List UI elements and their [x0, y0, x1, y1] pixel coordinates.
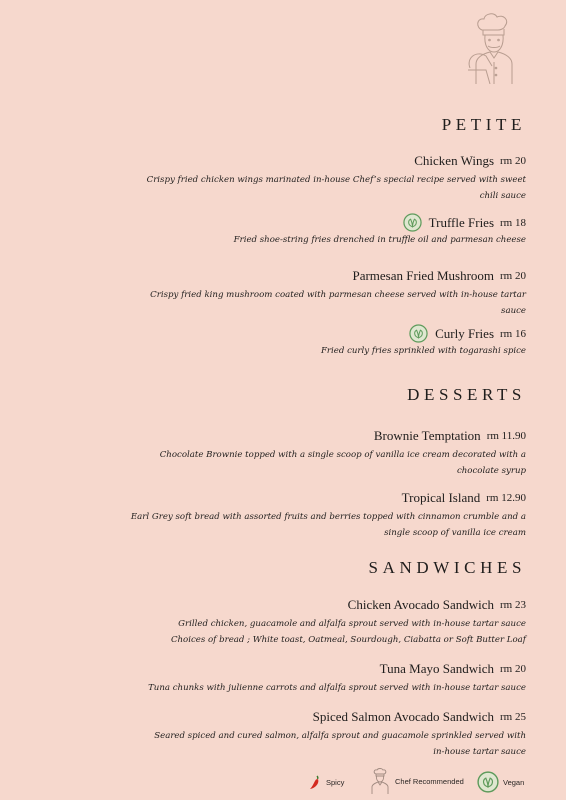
description-line: in-house tartar sauce — [433, 746, 526, 757]
section-title-sandwiches: SANDWICHES — [368, 558, 526, 577]
menu-item-chicken-wings — [106, 153, 526, 204]
description-line: Fried curly fries sprinkled with togarashi spice — [320, 346, 526, 356]
item-price: rm 18 — [500, 216, 526, 229]
section-title-petite: PETITE — [441, 115, 526, 134]
description-line: Tuna chunks with julienne carrots and alfalfa sprout served with in-house tartar sauce — [148, 683, 526, 693]
item-name: Tropical Island — [401, 490, 481, 505]
item-price: rm 20 — [500, 155, 526, 167]
description-line: Crispy fried king mushroom coated with parmesan cheese served with in-house tartar — [150, 290, 526, 300]
description-line: Crispy fried chicken wings marinated in-house Chef’s special recipe served with sweet — [146, 175, 526, 185]
section-title-desserts: DESSERTS — [407, 385, 526, 404]
leaf-icon — [409, 324, 428, 343]
menu-item-curly-fries — [106, 324, 526, 360]
description-line: chocolate syrup — [456, 465, 526, 476]
item-name: Tuna Mayo Sandwich — [379, 661, 495, 676]
menu-item-brownie-temptation — [106, 428, 526, 479]
leaf-icon — [477, 771, 499, 793]
item-name: Parmesan Fried Mushroom — [352, 268, 495, 283]
bread-choices-note: Choices of bread ; White toast, Oatmeal, Sourdough, Ciabatta or Soft Butter Loaf — [170, 634, 526, 645]
item-price: rm 12.90 — [486, 492, 526, 504]
item-description — [106, 729, 526, 760]
leaf-icon — [403, 213, 422, 232]
item-name: Chicken Avocado Sandwich — [347, 597, 495, 612]
item-price: rm 25 — [500, 711, 526, 723]
chef-illustration-icon — [462, 12, 526, 84]
menu-item-parmesan-fried-mushroom — [106, 268, 526, 319]
legend-chef-recommended — [369, 767, 464, 795]
item-description — [106, 448, 526, 479]
item-description — [106, 617, 526, 633]
item-price: rm 20 — [500, 663, 526, 675]
item-name: Spiced Salmon Avocado Sandwich — [312, 709, 495, 724]
legend-label: Spicy — [326, 777, 345, 787]
item-price: rm 23 — [500, 599, 526, 611]
item-description — [106, 288, 526, 319]
description-line: chili sauce — [479, 190, 526, 201]
item-description — [106, 681, 526, 697]
description-line: Earl Grey soft bread with assorted fruits and berries topped with cinnamon crumble and a — [130, 512, 526, 522]
description-line: Seared spiced and cured salmon, alfalfa sprout and guacamole sprinkled served with — [154, 731, 526, 741]
item-description — [106, 173, 526, 204]
menu-item-spiced-salmon-avocado-sandwich — [106, 709, 526, 760]
item-price: rm 20 — [500, 270, 526, 282]
chef-icon — [369, 768, 391, 794]
menu-item-chicken-avocado-sandwich — [106, 597, 526, 648]
item-description — [106, 510, 526, 541]
description-line: Grilled chicken, guacamole and alfalfa sprout served with in-house tartar sauce — [178, 619, 526, 629]
item-description — [106, 344, 526, 360]
menu-item-tuna-mayo-sandwich — [106, 661, 526, 697]
item-name: Truffle Fries — [428, 214, 495, 230]
item-name: Brownie Temptation — [373, 428, 481, 443]
chili-icon — [308, 774, 322, 790]
legend-spicy — [308, 772, 344, 792]
legend-label: Vegan — [503, 777, 525, 787]
item-description — [106, 233, 526, 249]
description-line: Fried shoe-string fries drenched in truffle oil and parmesan cheese — [233, 235, 526, 245]
item-price: rm 16 — [500, 327, 526, 340]
description-line: single scoop of vanilla ice cream — [384, 527, 526, 538]
item-price: rm 11.90 — [486, 430, 526, 442]
item-name: Chicken Wings — [414, 153, 495, 168]
description-line: sauce — [501, 305, 526, 316]
legend-vegan — [477, 770, 524, 794]
description-line: Chocolate Brownie topped with a single scoop of vanilla ice cream decorated with a — [159, 450, 526, 460]
menu-item-truffle-fries — [106, 213, 526, 249]
legend-label: Chef Recommended — [395, 776, 464, 786]
item-name: Curly Fries — [435, 325, 495, 341]
menu-item-tropical-island — [106, 490, 526, 541]
